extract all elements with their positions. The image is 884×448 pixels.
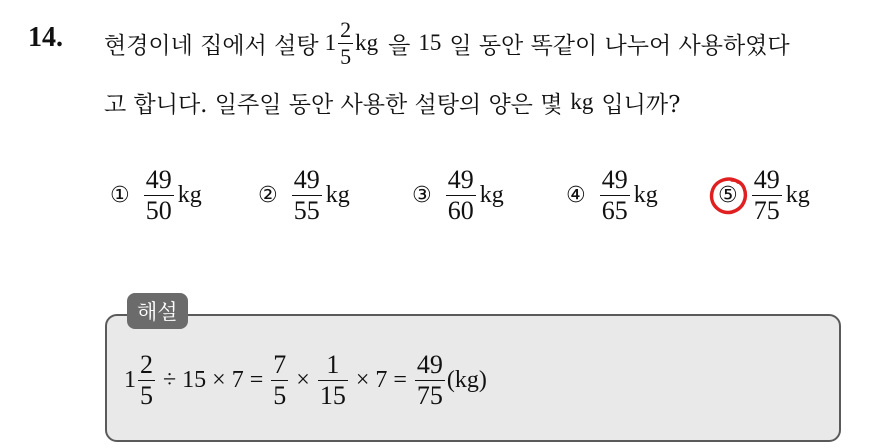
choice-4[interactable]: [566, 160, 658, 230]
equals-sign: =: [393, 366, 407, 393]
choice-marker: ③: [412, 182, 432, 208]
question-text-part: 현경이네 집에서 설탕: [104, 32, 319, 59]
fraction-numerator: 1: [326, 349, 340, 379]
choice-unit: kg: [177, 181, 202, 208]
choice-marker: ①: [110, 182, 130, 208]
fraction-denominator: 5: [140, 380, 153, 410]
choice-fraction: [144, 164, 174, 225]
fraction-numerator: 49: [145, 164, 172, 194]
fraction-denominator: 60: [447, 195, 474, 225]
question-text-line2: [104, 82, 680, 122]
explanation-equation: [124, 344, 487, 416]
fraction-denominator: 15: [319, 380, 346, 410]
fraction-denominator: 5: [340, 43, 352, 69]
mixed-whole: 1: [124, 366, 136, 393]
question-number: 14.: [28, 22, 63, 53]
fraction-numerator: 2: [340, 16, 352, 42]
fraction-two-fifths: [138, 349, 155, 410]
choice-unit: kg: [633, 181, 658, 208]
amount-fraction: [338, 16, 353, 69]
fraction-denominator: 55: [293, 195, 320, 225]
choice-fraction: [752, 164, 782, 225]
choice-fraction: [600, 164, 630, 225]
choice-marker-glyph: ⑤: [718, 182, 738, 208]
fraction-denominator: 75: [753, 195, 780, 225]
fraction-seven-fifths: [271, 349, 288, 410]
choice-fraction: [446, 164, 476, 225]
amount-whole: 1: [324, 30, 337, 55]
choice-3[interactable]: [412, 160, 504, 230]
fraction-result: [415, 349, 445, 410]
amount-unit: kg: [355, 30, 379, 55]
times-operator: ×: [355, 366, 370, 393]
choice-marker: ④: [566, 182, 586, 208]
number-15: 15: [182, 366, 207, 393]
choice-marker: ②: [258, 182, 278, 208]
fraction-denominator: 75: [416, 380, 443, 410]
fraction-denominator: 65: [601, 195, 628, 225]
choice-5[interactable]: [718, 160, 810, 230]
choice-marker: [718, 183, 738, 208]
fraction-one-fifteenth: [318, 349, 348, 410]
fraction-numerator: 2: [140, 349, 153, 379]
fraction-denominator: 50: [145, 195, 172, 225]
divide-operator: ÷: [163, 366, 177, 393]
fraction-numerator: 49: [447, 164, 474, 194]
answer-choices: [0, 160, 884, 230]
number-7: 7: [231, 366, 244, 393]
fraction-numerator: 49: [753, 164, 780, 194]
fraction-numerator: 7: [273, 349, 287, 379]
equals-sign: =: [249, 366, 264, 393]
choice-fraction: [292, 164, 322, 225]
result-unit: (kg): [446, 366, 487, 393]
fraction-numerator: 49: [293, 164, 320, 194]
choice-unit: kg: [785, 181, 810, 208]
unit-text: kg: [570, 89, 594, 114]
choice-unit: kg: [479, 181, 504, 208]
question-text-part: 일 동안 똑같이 나누어 사용하였다: [449, 32, 790, 59]
explanation-label: 해설: [127, 293, 188, 329]
days-value: 15: [418, 30, 442, 55]
question-text-part: 을: [388, 32, 411, 59]
sugar-amount: [324, 16, 379, 69]
fraction-numerator: 49: [601, 164, 628, 194]
question-text-part: 입니까?: [601, 91, 681, 118]
question-text-part: 고 합니다. 일주일 동안 사용한 설탕의 양은 몇: [104, 91, 563, 118]
choice-2[interactable]: [258, 160, 350, 230]
choice-unit: kg: [325, 181, 350, 208]
number-7: 7: [375, 366, 388, 393]
fraction-denominator: 5: [273, 380, 287, 410]
question-text-line1: [104, 12, 790, 74]
choice-1[interactable]: [110, 160, 202, 230]
times-operator: ×: [212, 366, 226, 393]
times-operator: ×: [296, 366, 310, 393]
fraction-numerator: 49: [416, 349, 443, 379]
